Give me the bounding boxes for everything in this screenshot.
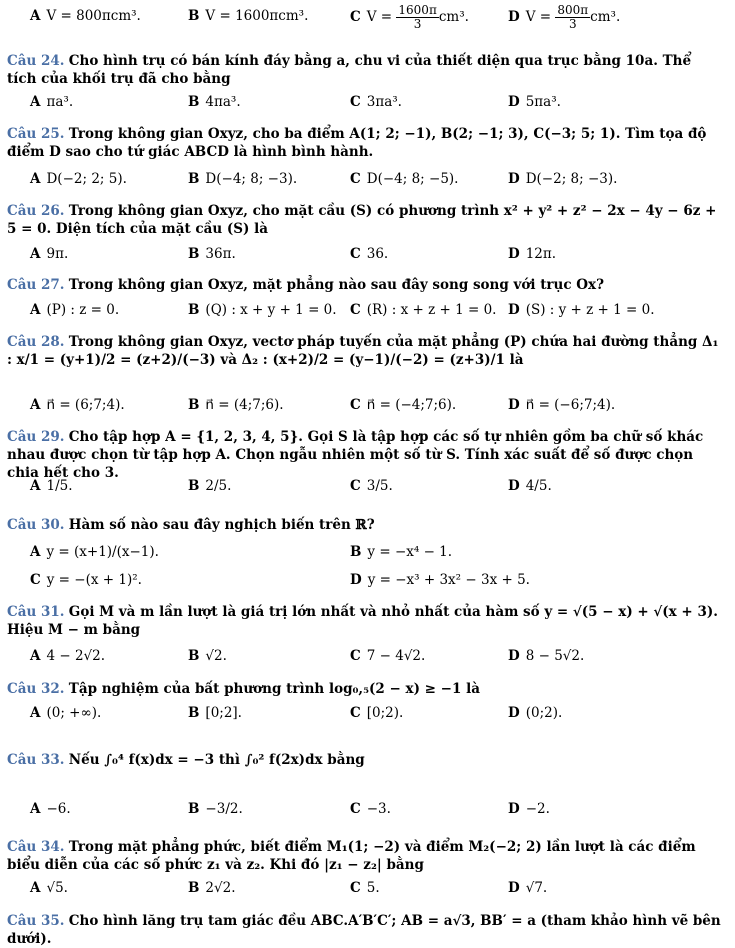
q31-opt-b: B √2. [188, 648, 227, 664]
question-25: Câu 25. Trong không gian Oxyz, cho ba điểm A(1; 2; −1), B(2; −1; 3), C(−3; 5; 1). Tìm tọa độ điểm D sao cho tứ giác ABCD là hình bình hành. [7, 126, 707, 160]
q29-opt-c: C 3/5. [350, 478, 393, 494]
q26-opt-b: B 36π. [188, 246, 236, 262]
q27-options [30, 302, 725, 324]
q32-options [30, 705, 725, 727]
q32-opt-d: D (0;2). [508, 705, 563, 721]
q25-opt-d: D D(−2; 8; −3). [508, 171, 618, 187]
question-34: Câu 34. Trong mặt phẳng phức, biết điểm M₁(1; −2) và điểm M₂(−2; 2) lần lượt là các điểm biểu diễn của các số phức z₁ và z₂. Khi đó |z₁ − z₂| bằng [7, 839, 696, 873]
q23-options [30, 3, 725, 31]
question-24: Câu 24. Cho hình trụ có bán kính đáy bằng a, chu vi của thiết diện qua trục bằng 10a. Thể tích của khối trụ đã cho bằng [7, 53, 692, 87]
question-35: Câu 35. Cho hình lăng trụ tam giác đều ABC.A′B′C′; AB = a√3, BB′ = a (tham khảo hình vẽ bên dưới). [7, 913, 721, 947]
q29-options [30, 478, 725, 500]
q30-opt-a: A y = (x+1)/(x−1). [30, 544, 159, 560]
q23-opt-c: C V = $\frac{1600\pi}{3}$ cm³. [350, 3, 469, 31]
q24-opt-a: A πa³. [30, 94, 74, 110]
q24-opt-c: C 3πa³. [350, 94, 402, 110]
q30-options-row2 [30, 572, 725, 594]
question-31: Câu 31. Gọi M và m lần lượt là giá trị lớn nhất và nhỏ nhất của hàm số y = √(5 − x) + √(x + 3). Hiệu M − m bằng [7, 604, 718, 638]
q33-opt-a: A −6. [30, 801, 71, 817]
q32-opt-a: A (0; +∞). [30, 705, 102, 721]
q32-opt-c: C [0;2). [350, 705, 404, 721]
q27-opt-c: C (R) : x + z + 1 = 0. [350, 302, 497, 318]
q26-opt-d: D 12π. [508, 246, 557, 262]
q26-options [30, 246, 725, 268]
q28-opt-a: A n⃗ = (6;7;4). [30, 397, 125, 413]
q28-opt-b: B n⃗ = (4;7;6). [188, 397, 284, 413]
q29-opt-d: D 4/5. [508, 478, 552, 494]
q30-opt-b: B y = −x⁴ − 1. [350, 544, 453, 560]
q33-opt-b: B −3/2. [188, 801, 243, 817]
q24-options [30, 94, 725, 116]
q34-opt-b: B 2√2. [188, 880, 236, 896]
q26-opt-c: C 36. [350, 246, 389, 262]
q25-options [30, 171, 725, 193]
q29-opt-b: B 2/5. [188, 478, 232, 494]
q31-opt-c: C 7 − 4√2. [350, 648, 426, 664]
q24-opt-d: D 5πa³. [508, 94, 561, 110]
q25-opt-b: B D(−4; 8; −3). [188, 171, 298, 187]
q25-opt-c: C D(−4; 8; −5). [350, 171, 459, 187]
q31-options [30, 648, 725, 670]
question-27: Câu 27. Trong không gian Oxyz, mặt phẳng nào sau đây song song với trục Ox? [7, 277, 604, 293]
q27-opt-b: B (Q) : x + y + 1 = 0. [188, 302, 337, 318]
question-33: Câu 33. Nếu ∫₀⁴ f(x)dx = −3 thì ∫₀² f(2x)dx bằng [7, 752, 365, 768]
q28-opt-c: C n⃗ = (−4;7;6). [350, 397, 457, 413]
q34-opt-a: A √5. [30, 880, 68, 896]
q29-opt-a: A 1/5. [30, 478, 73, 494]
q33-opt-c: C −3. [350, 801, 391, 817]
q24-opt-b: B 4πa³. [188, 94, 241, 110]
question-29: Câu 29. Cho tập hợp A = {1, 2, 3, 4, 5}. Gọi S là tập hợp các số tự nhiên gồm ba chữ số khác nhau được chọn từ tập hợp A. Chọn ngẫu nhiên một số từ S. Tính xác suất để số được chọn chia hết cho 3. [7, 429, 704, 481]
q31-opt-d: D 8 − 5√2. [508, 648, 585, 664]
q34-opt-c: C 5. [350, 880, 380, 896]
q30-opt-d: D y = −x³ + 3x² − 3x + 5. [350, 572, 530, 588]
q23-opt-d: D V = $\frac{800\pi}{3}$ cm³. [508, 3, 621, 31]
q32-opt-b: B [0;2]. [188, 705, 242, 721]
q28-opt-d: D n⃗ = (−6;7;4). [508, 397, 616, 413]
q23-opt-b: B V = 1600πcm³. [188, 8, 309, 24]
q34-opt-d: D √7. [508, 880, 548, 896]
question-32: Câu 32. Tập nghiệm của bất phương trình log₀,₅(2 − x) ≥ −1 là [7, 681, 480, 697]
q26-opt-a: A 9π. [30, 246, 69, 262]
q27-opt-d: D (S) : y + z + 1 = 0. [508, 302, 655, 318]
q33-options [30, 801, 725, 823]
q33-opt-d: D −2. [508, 801, 550, 817]
q31-opt-a: A 4 − 2√2. [30, 648, 106, 664]
question-28: Câu 28. Trong không gian Oxyz, vectơ pháp tuyến của mặt phẳng (P) chứa hai đường thẳng Δ₁ : x/1 = (y+1)/2 = (z+2)/(−3) và Δ₂ : (x+2)/2 = (y−1)/(−2) = (z+3)/1 là [7, 334, 719, 368]
q30-opt-c: C y = −(x + 1)². [30, 572, 142, 588]
q30-options-row1 [30, 544, 725, 566]
q28-options [30, 397, 725, 419]
q23-opt-a: A V = 800πcm³. [30, 8, 141, 24]
q34-options [30, 880, 725, 902]
question-26: Câu 26. Trong không gian Oxyz, cho mặt cầu (S) có phương trình x² + y² + z² − 2x − 4y − 6z + 5 = 0. Diện tích của mặt cầu (S) là [7, 203, 717, 237]
question-30: Câu 30. Hàm số nào sau đây nghịch biến trên ℝ? [7, 517, 375, 533]
q25-opt-a: A D(−2; 2; 5). [30, 171, 127, 187]
q27-opt-a: A (P) : z = 0. [30, 302, 120, 318]
